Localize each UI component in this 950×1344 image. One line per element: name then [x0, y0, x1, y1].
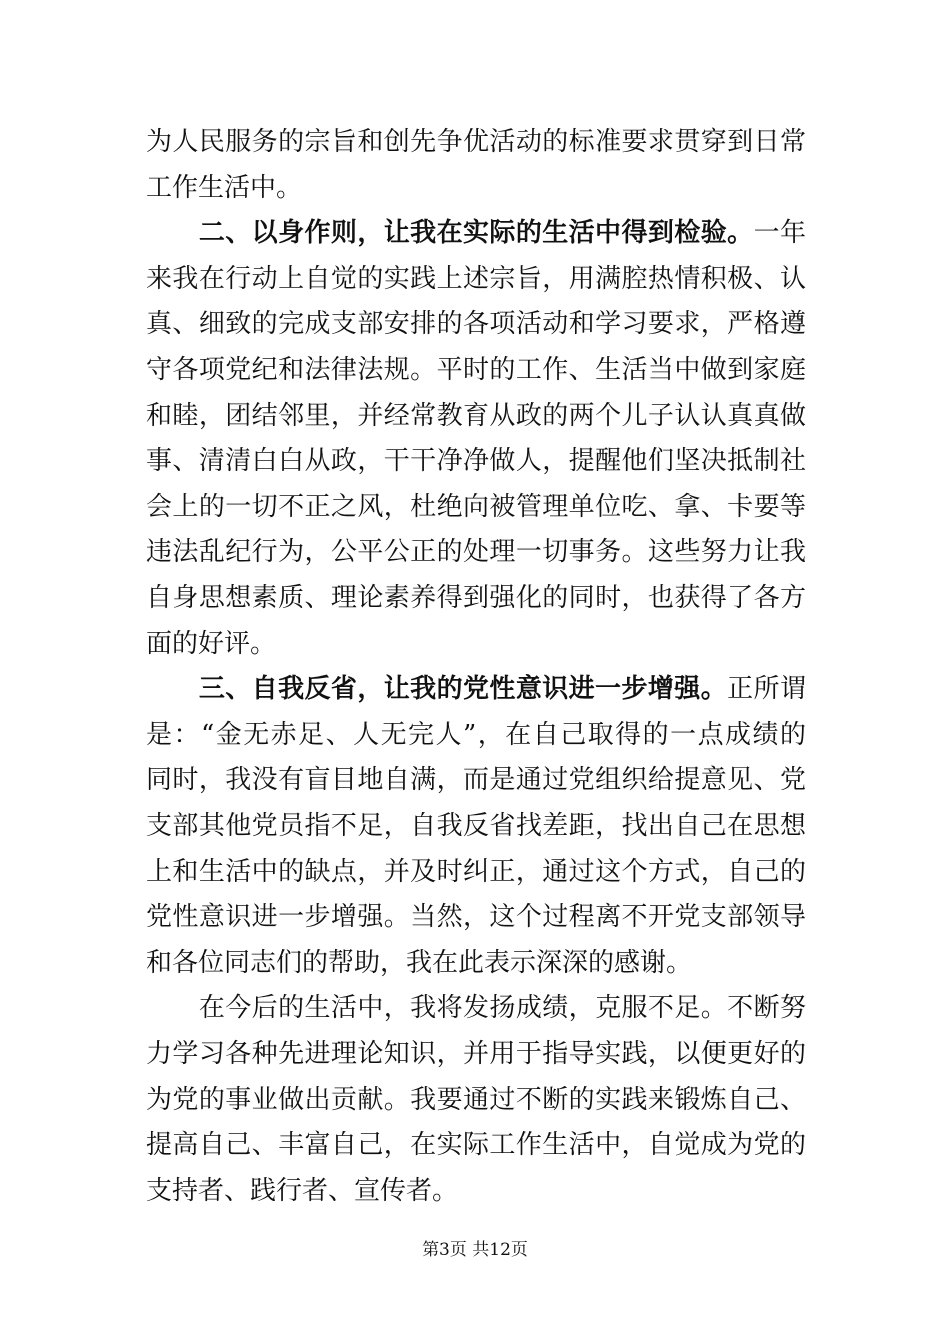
section-heading: 二、以身作则，让我在实际的生活中得到检验。: [146, 218, 754, 249]
body-text-segment: 提高自己、丰富自己，在实际工作生活中，自觉成为党的: [146, 1130, 806, 1161]
text-line: [146, 852, 806, 892]
text-line: [146, 624, 806, 664]
text-line: [146, 396, 806, 436]
body-text-segment: 真、细致的完成支部安排的各项活动和学习要求，严格遵: [146, 309, 806, 340]
body-text-segment: 是：“金无赤足、人无完人”，在自己取得的一点成绩的: [146, 719, 806, 750]
page-footer: 第3页 共12页: [422, 1240, 528, 1260]
body-text-segment: 工作生活中。: [146, 172, 303, 203]
body-text-segment: 力学习各种先进理论知识，并用于指导实践，以便更好的: [146, 1039, 806, 1069]
text-line: [146, 1171, 806, 1211]
body-text-segment: 党性意识进一步增强。当然，这个过程离不开党支部领导: [146, 902, 806, 933]
body-text-segment: 面的好评。: [146, 628, 277, 659]
body-text-segment: 会上的一切不正之风，杜绝向被管理单位吃、拿、卡要等: [146, 491, 806, 522]
body-text-segment: 支部其他党员指不足，自我反省找差距，找出自己在思想: [146, 811, 806, 841]
body-text-segment: 和各位同志们的帮助，我在此表示深深的感谢。: [146, 947, 693, 978]
body-text-segment: 在今后的生活中，我将发扬成绩，克服不足。不断努: [146, 993, 806, 1024]
body-text-segment: 上和生活中的缺点，并及时纠正，通过这个方式，自己的: [146, 856, 806, 887]
text-line: [146, 122, 806, 162]
body-text-segment: 同时，我没有盲目地自满，而是通过党组织给提意见、党: [146, 765, 806, 796]
body-text-segment: 一年: [753, 218, 806, 249]
text-line: [146, 259, 806, 299]
body-text-segment: 正所谓: [727, 674, 806, 705]
text-line: [146, 1125, 806, 1165]
text-line: [146, 578, 806, 618]
text-line: [146, 487, 806, 527]
text-line: [146, 897, 806, 937]
text-line: [146, 213, 806, 253]
text-line: [146, 441, 806, 481]
text-line: [146, 715, 806, 755]
text-line: [146, 304, 806, 344]
text-line: [146, 988, 806, 1028]
text-line: [146, 350, 806, 390]
section-heading: 三、自我反省，让我的党性意识进一步增强。: [146, 674, 728, 705]
text-line: [146, 532, 806, 572]
body-text-segment: 自身思想素质、理论素养得到强化的同时，也获得了各方: [146, 583, 806, 613]
text-line: [146, 1034, 806, 1074]
body-text-segment: 来我在行动上自觉的实践上述宗旨，用满腔热情积极、认: [146, 263, 806, 294]
text-line: [146, 806, 806, 846]
body-text-segment: 违法乱纪行为，公平公正的处理一切事务。这些努力让我: [146, 537, 806, 568]
body-text-segment: 为人民服务的宗旨和创先争优活动的标准要求贯穿到日常: [146, 127, 806, 157]
body-text-segment: 和睦，团结邻里，并经常教育从政的两个儿子认认真真做: [146, 400, 806, 431]
text-line: [146, 1080, 806, 1120]
body-text-segment: 为党的事业做出贡献。我要通过不断的实践来锻炼自己、: [146, 1084, 806, 1115]
body-text-segment: 支持者、践行者、宣传者。: [146, 1175, 459, 1206]
text-line: [146, 760, 806, 800]
text-line: [146, 943, 806, 983]
text-line: [146, 168, 806, 208]
text-line: [146, 669, 806, 709]
body-text-segment: 守各项党纪和法律法规。平时的工作、生活当中做到家庭: [146, 355, 806, 385]
body-text-segment: 事、清清白白从政，干干净净做人，提醒他们坚决抵制社: [146, 446, 806, 477]
